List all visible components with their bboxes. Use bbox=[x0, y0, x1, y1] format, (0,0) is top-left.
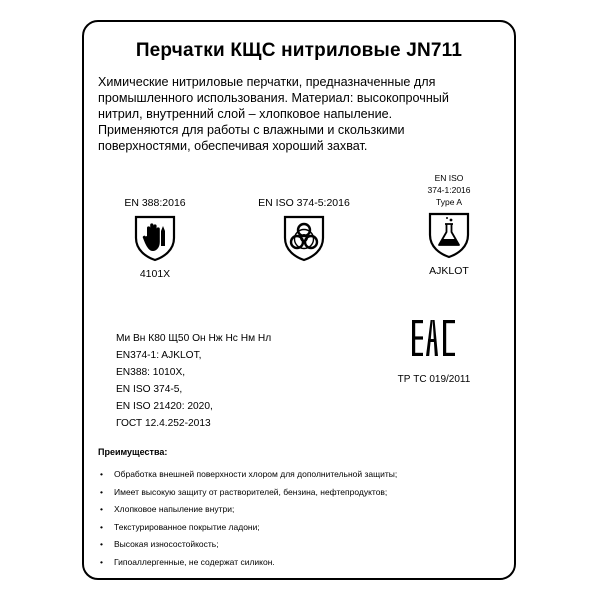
tr-ts-reference: ТР ТС 019/2011 bbox=[397, 374, 471, 385]
codes-line: EN ISO 21420: 2020, bbox=[116, 401, 213, 412]
en374-1-standard-line: EN ISO bbox=[434, 173, 464, 183]
list-item: • Гипоаллергенные, не содержат силикон. bbox=[98, 554, 508, 572]
list-item: • Текстурированное покрытие ладони; bbox=[98, 519, 508, 537]
mechanical-risk-icon bbox=[133, 214, 177, 262]
eac-mark-icon bbox=[411, 319, 457, 357]
chemical-flask-icon bbox=[427, 211, 471, 259]
en374-1-standard bbox=[394, 172, 504, 208]
list-item: • Обработка внешней поверхности хлором для дополнительной защиты; bbox=[98, 466, 508, 484]
description-line: Применяются для работы с влажными и скользкими bbox=[98, 123, 405, 137]
codes-line: EN388: 1010X, bbox=[116, 367, 186, 378]
en388-code: 4101X bbox=[139, 268, 171, 280]
codes-line: Ми Вн К80 Щ50 Он Нж Нс Нм Нл bbox=[116, 333, 272, 344]
en374-1-symbol bbox=[394, 172, 504, 277]
list-item: • Высокая износостойкость; bbox=[98, 536, 508, 554]
en388-standard: EN 388:2016 bbox=[124, 197, 186, 209]
product-card bbox=[82, 20, 516, 580]
en388-symbol bbox=[100, 197, 210, 280]
codes-line: EN ISO 374-5, bbox=[116, 384, 183, 395]
codes-line: ГОСТ 12.4.252-2013 bbox=[116, 418, 211, 429]
product-title: Перчатки КЩС нитриловые JN711 bbox=[135, 40, 463, 61]
list-item: • Имеет высокую защиту от растворителей, бензина, нефтепродуктов; bbox=[98, 484, 508, 502]
en374-1-standard-line: 374-1:2016 bbox=[427, 185, 471, 195]
description-line: промышленного использования. Материал: высокопрочный bbox=[98, 91, 449, 105]
description-line: Химические нитриловые перчатки, предназначенные для bbox=[98, 75, 436, 89]
codes-line: EN374-1: AJKLOT, bbox=[116, 350, 202, 361]
en374-5-symbol bbox=[249, 197, 359, 262]
en374-5-standard: EN ISO 374-5:2016 bbox=[258, 197, 350, 209]
en374-1-code: AJKLOT bbox=[429, 265, 469, 277]
en374-1-standard-line: Type A bbox=[436, 197, 462, 207]
list-item: • Хлопковое напыление внутри; bbox=[98, 501, 508, 519]
standards-codes bbox=[116, 330, 271, 432]
eac-certification bbox=[384, 319, 484, 385]
product-description bbox=[98, 74, 508, 154]
eac-mark-text bbox=[384, 360, 385, 361]
advantages-list bbox=[98, 466, 508, 571]
advantages-title: Преимущества: bbox=[98, 447, 168, 457]
biohazard-icon bbox=[282, 214, 326, 262]
description-line: нитрил, внутренний слой – хлопковое напыление. bbox=[98, 107, 393, 121]
description-line: поверхностями, обеспечивая хороший захват. bbox=[98, 139, 368, 153]
